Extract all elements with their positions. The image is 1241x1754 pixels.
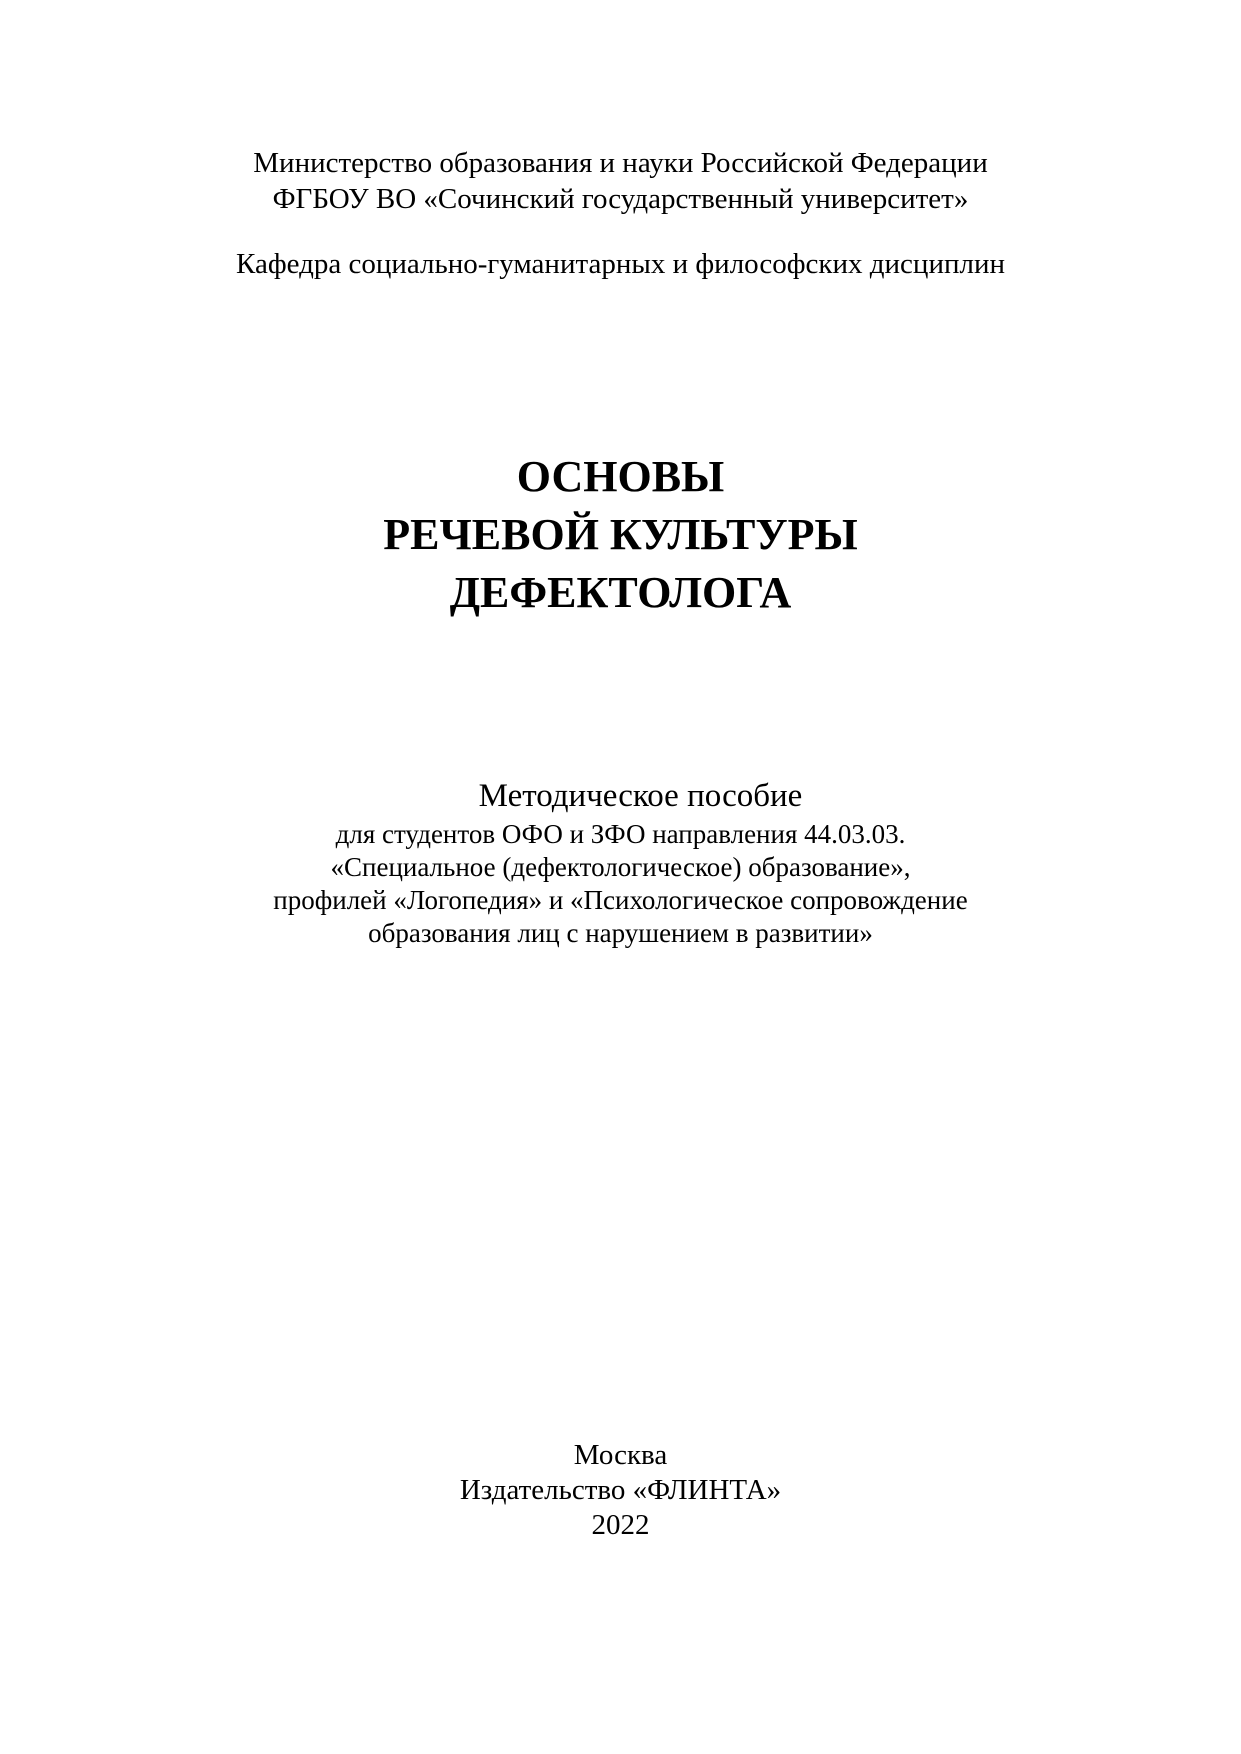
department-name-block bbox=[0, 246, 1241, 282]
description-line-2: «Специальное (дефектологическое) образование», bbox=[330, 852, 911, 882]
publisher-imprint bbox=[0, 1438, 1241, 1543]
imprint-city: Москва bbox=[573, 1439, 668, 1471]
description-line-3: профилей «Логопедия» и «Психологическое сопровождение bbox=[273, 885, 968, 915]
title-line-1: ОСНОВЫ bbox=[516, 452, 725, 501]
title-line-3: ДЕФЕКТОЛОГА bbox=[449, 568, 792, 617]
description-line-4: образования лиц с нарушением в развитии» bbox=[368, 918, 873, 948]
ministry-name: Министерство образования и науки Российской Федерации bbox=[253, 147, 988, 179]
audience-description bbox=[0, 818, 1241, 950]
book-title bbox=[0, 448, 1241, 622]
imprint-publisher: Издательство «ФЛИНТА» bbox=[459, 1474, 782, 1506]
title-line-2: РЕЧЕВОЙ КУЛЬТУРЫ bbox=[383, 510, 858, 559]
book-type-block bbox=[20, 776, 1241, 816]
description-line-1: для студентов ОФО и ЗФО направления 44.03.03. bbox=[335, 819, 906, 849]
university-name: ФГБОУ ВО «Сочинский государственный университет» bbox=[272, 183, 969, 215]
imprint-year: 2022 bbox=[591, 1509, 650, 1541]
institution-header bbox=[0, 145, 1241, 217]
book-type: Методическое пособие bbox=[478, 778, 803, 814]
department-name: Кафедра социально-гуманитарных и философских дисциплин bbox=[235, 248, 1005, 280]
